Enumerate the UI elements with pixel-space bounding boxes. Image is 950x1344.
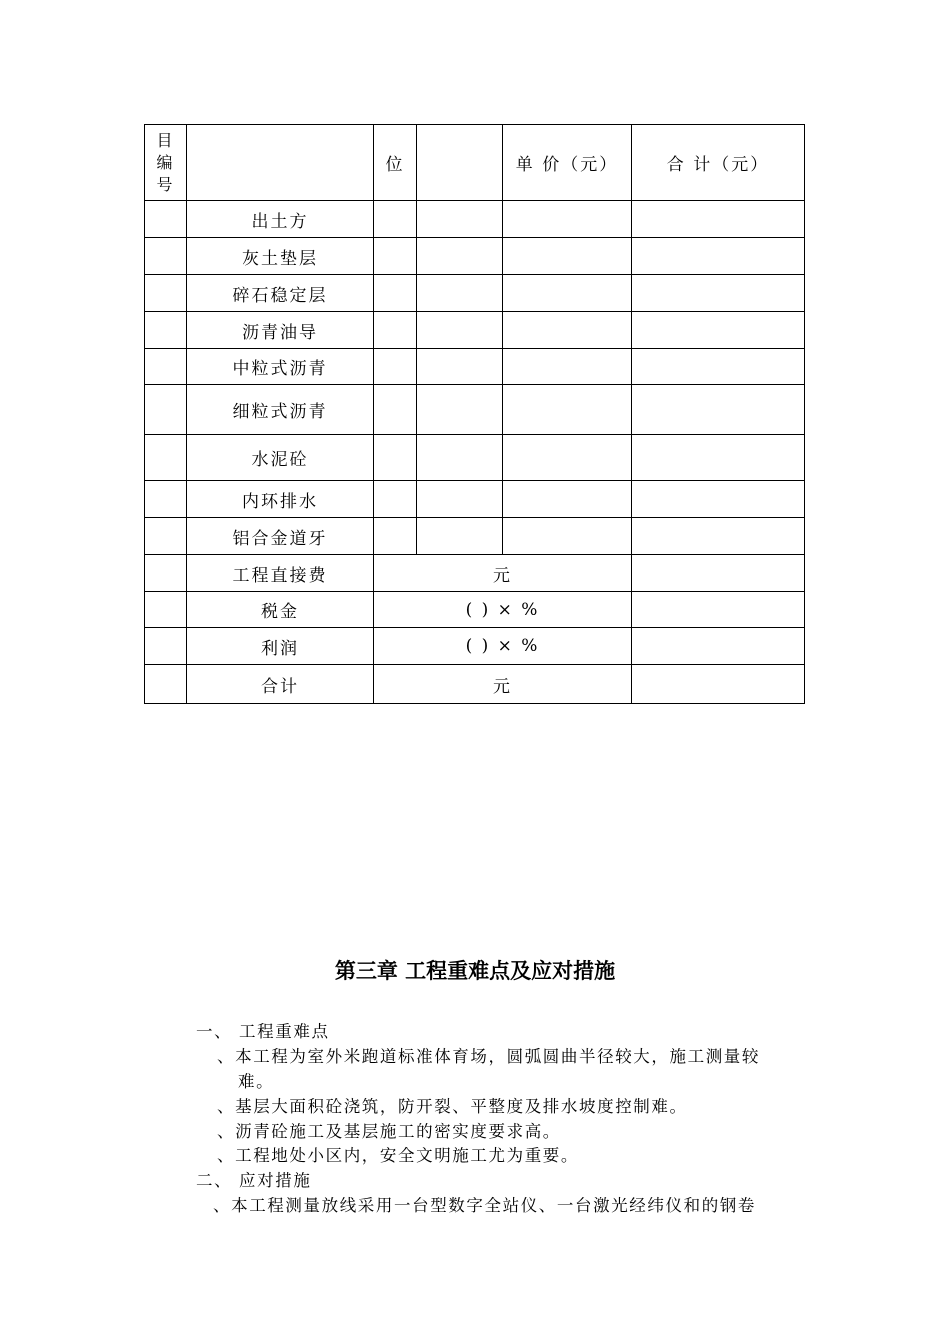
table-row: [145, 385, 805, 435]
summary-row: [145, 665, 805, 704]
item-name: 铝合金道牙: [187, 518, 374, 555]
item-name: 水泥砼: [187, 435, 374, 481]
summary-formula: 元: [374, 555, 632, 592]
item-name: 灰土垫层: [187, 238, 374, 275]
paragraph: 难。: [238, 1072, 275, 1091]
summary-formula: ( ) × %: [374, 592, 632, 628]
paragraph: 、沥青砼施工及基层施工的密实度要求高。: [217, 1122, 561, 1141]
item-name: 出土方: [187, 201, 374, 238]
summary-label: 工程直接费: [187, 555, 374, 592]
section-heading-difficulties: 一、 工程重难点: [196, 1022, 330, 1041]
table-row: [145, 312, 805, 349]
summary-label: 合计: [187, 665, 374, 704]
summary-row: [145, 592, 805, 628]
summary-label: 税金: [187, 592, 374, 628]
section-heading-measures: 二、 应对措施: [196, 1171, 312, 1190]
header-total: 合 计（元）: [632, 125, 805, 201]
table-row: [145, 275, 805, 312]
item-name: 内环排水: [187, 481, 374, 518]
summary-formula: ( ) × %: [374, 628, 632, 665]
table-row: [145, 435, 805, 481]
paragraph: 、本工程测量放线采用一台型数字全站仪、一台激光经纬仪和的钢卷: [213, 1196, 756, 1215]
header-unit-price: 单 价（元）: [503, 125, 632, 201]
item-name: 细粒式沥青: [187, 385, 374, 435]
summary-label: 利润: [187, 628, 374, 665]
summary-formula: 元: [374, 665, 632, 704]
summary-row: [145, 555, 805, 592]
item-name: 碎石稳定层: [187, 275, 374, 312]
table-row: [145, 349, 805, 385]
cost-table: [144, 124, 805, 704]
summary-row: [145, 628, 805, 665]
item-name: 中粒式沥青: [187, 349, 374, 385]
table-header-row: [145, 125, 805, 201]
header-item-number: 目 编 号: [145, 125, 187, 201]
table-row: [145, 238, 805, 275]
table-row: [145, 481, 805, 518]
table-row: [145, 201, 805, 238]
chapter-title: 第三章 工程重难点及应对措施: [334, 959, 616, 983]
paragraph: 、本工程为室外米跑道标准体育场，圆弧圆曲半径较大，施工测量较: [217, 1047, 760, 1066]
header-item-name: [187, 125, 374, 201]
header-unit: 位: [374, 125, 417, 201]
item-name: 沥青油导: [187, 312, 374, 349]
table-row: [145, 518, 805, 555]
header-quantity: [417, 125, 503, 201]
paragraph: 、工程地处小区内，安全文明施工尤为重要。: [217, 1146, 579, 1165]
paragraph: 、基层大面积砼浇筑，防开裂、平整度及排水坡度控制难。: [217, 1097, 688, 1116]
